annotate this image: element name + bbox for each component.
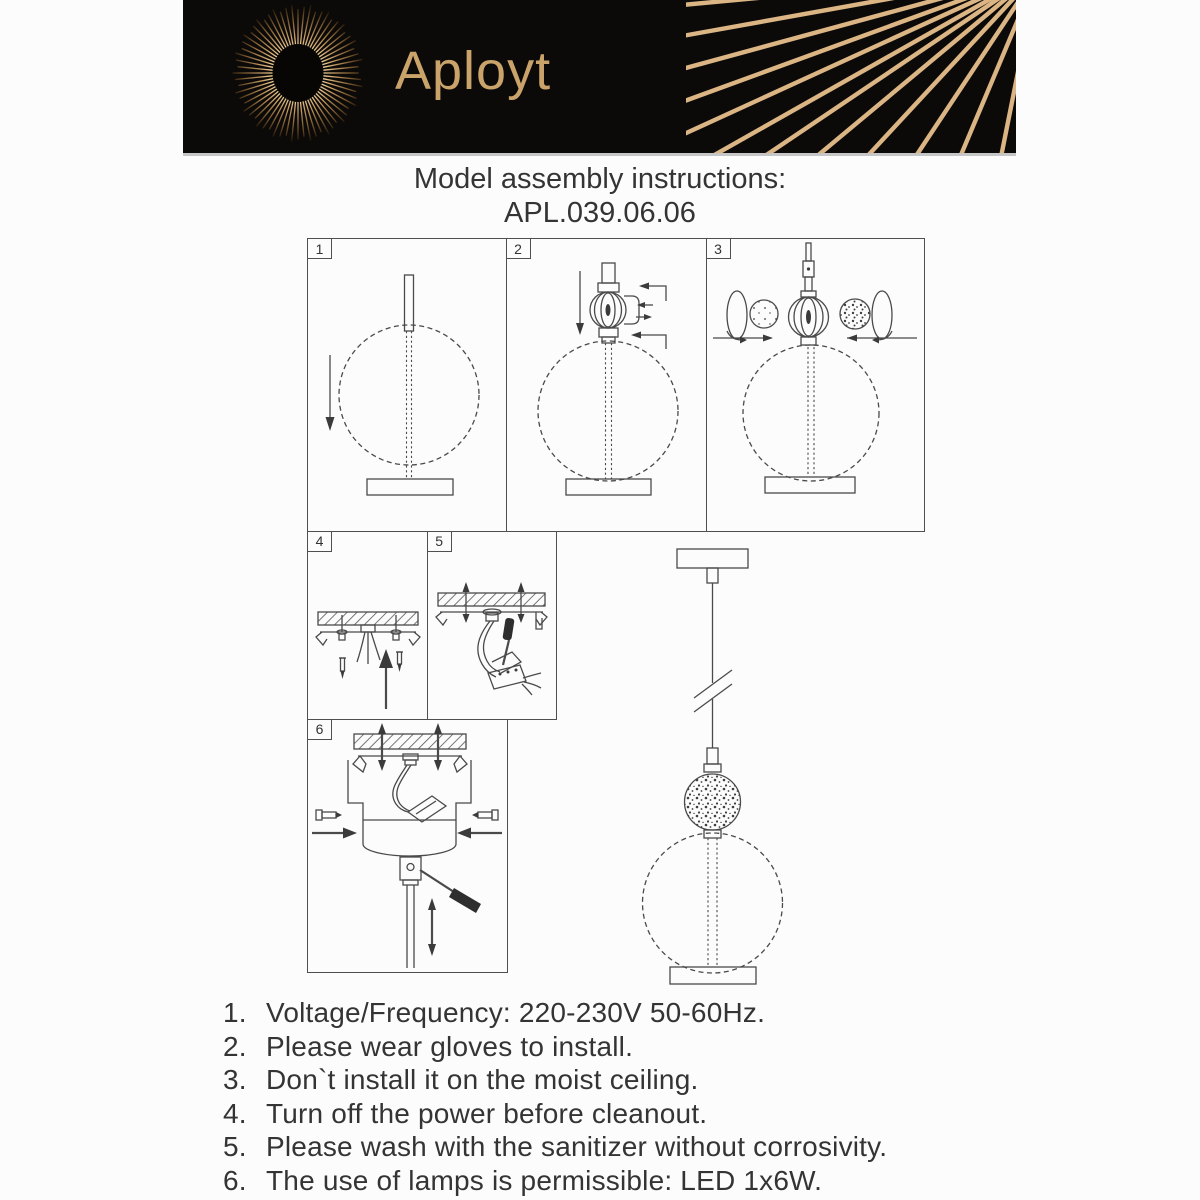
brand-name: Aployt [395, 41, 552, 101]
step-number-1: 1 [308, 239, 332, 259]
step-6-diagram [308, 720, 506, 971]
instruction-number: 2. [223, 1030, 247, 1062]
step-number-4: 4 [308, 532, 332, 552]
step-1-diagram [308, 239, 505, 530]
step-number-5: 5 [428, 532, 452, 552]
corner-rays-decoration [686, 0, 1016, 153]
step-4-diagram [308, 532, 426, 718]
instruction-item-2 [0, 1030, 1200, 1064]
step-5-diagram [428, 532, 555, 718]
instruction-text: Turn off the power before cleanout. [266, 1097, 708, 1129]
sunburst-logo-icon [228, 5, 368, 145]
step-panel-1 [307, 238, 507, 532]
instruction-item-1 [0, 996, 1200, 1030]
instruction-text: Don`t install it on the moist ceiling. [266, 1064, 699, 1095]
step-number-6: 6 [308, 720, 332, 740]
instruction-text: Please wash with the sanitizer without corrosivity. [266, 1131, 888, 1162]
page-title: Model assembly instructions: [413, 163, 787, 195]
step-panel-6 [307, 719, 508, 973]
instruction-text: Please wear gloves to install. [266, 1030, 634, 1062]
step-panel-4 [307, 531, 428, 720]
final-assembly-figure [560, 535, 890, 995]
model-number: APL.039.06.06 [504, 197, 696, 229]
instruction-text: The use of lamps is permissible: LED 1x6W. [266, 1164, 823, 1196]
instruction-item-6 [0, 1164, 1200, 1198]
instruction-item-5 [0, 1130, 1200, 1164]
instruction-number: 5. [223, 1131, 247, 1162]
step-2-diagram [507, 239, 705, 530]
instruction-number: 3. [223, 1064, 247, 1095]
instruction-number: 4. [223, 1097, 247, 1129]
instruction-item-4 [0, 1097, 1200, 1131]
instructions-list [0, 996, 1200, 1197]
instruction-number: 1. [223, 997, 247, 1028]
instruction-text: Voltage/Frequency: 220-230V 50-60Hz. [266, 997, 766, 1028]
step-panel-2 [506, 238, 708, 532]
step-panel-3 [706, 238, 926, 532]
step-panel-5 [427, 531, 557, 720]
step-3-diagram [707, 239, 923, 530]
step-number-3: 3 [707, 239, 731, 259]
instruction-number: 6. [223, 1164, 247, 1196]
step-number-2: 2 [507, 239, 531, 259]
title-block [0, 162, 1200, 230]
instruction-item-3 [0, 1063, 1200, 1097]
header-banner [183, 0, 1016, 156]
final-assembly-diagram [560, 535, 890, 995]
